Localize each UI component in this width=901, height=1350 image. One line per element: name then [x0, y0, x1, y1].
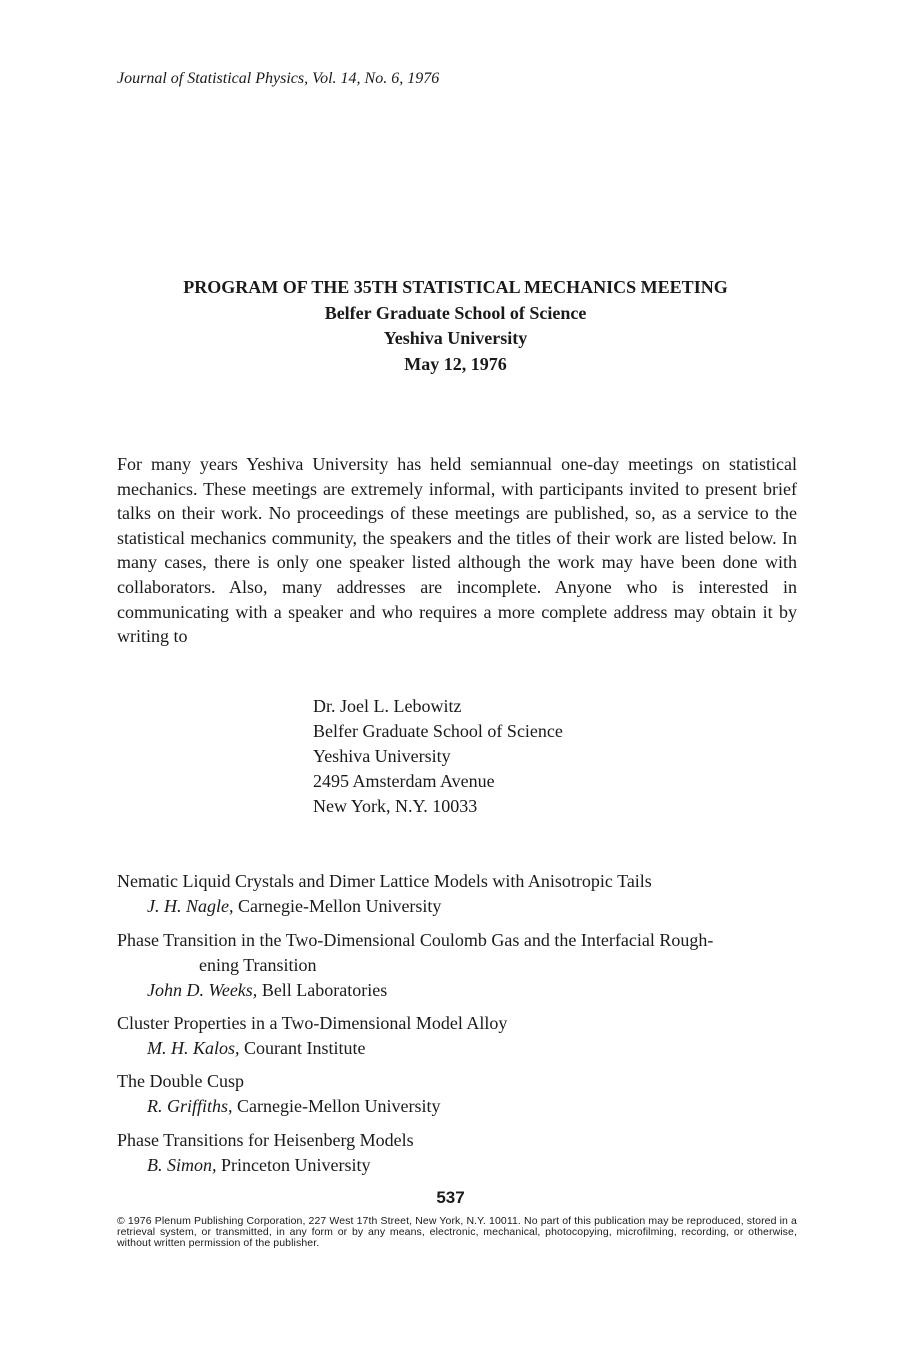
talk-item	[117, 869, 652, 919]
talk-item	[117, 1011, 507, 1061]
page-number: 537	[436, 1188, 465, 1207]
speaker-name: John D. Weeks,	[147, 980, 258, 1000]
address-university: Yeshiva University	[313, 746, 451, 766]
talk-title: Phase Transition in the Two-Dimensional Coulomb Gas and the Interfacial Rough-	[117, 930, 714, 950]
talk-item	[117, 1128, 414, 1178]
speaker-affiliation: Courant Institute	[244, 1038, 366, 1058]
meeting-title: PROGRAM OF THE 35TH STATISTICAL MECHANICS MEETING	[183, 277, 728, 297]
talk-title: Phase Transitions for Heisenberg Models	[117, 1130, 414, 1150]
speaker-affiliation: Bell Laboratories	[261, 980, 388, 1000]
speaker-affiliation: Carnegie-Mellon University	[237, 896, 442, 916]
address-name: Dr. Joel L. Lebowitz	[313, 696, 462, 716]
speaker-name: B. Simon,	[147, 1155, 217, 1175]
talk-item	[117, 1069, 440, 1119]
speaker-affiliation: Carnegie-Mellon University	[237, 1096, 441, 1116]
talk-speaker-line	[117, 978, 713, 1003]
talk-item	[117, 928, 713, 1003]
talk-title: Nematic Liquid Crystals and Dimer Lattice Models with Anisotropic Tails	[117, 871, 652, 891]
address-street: 2495 Amsterdam Avenue	[313, 771, 495, 791]
talk-speaker-line	[117, 1153, 414, 1178]
meeting-date: May 12, 1976	[404, 353, 507, 374]
speaker-name: R. Griffiths,	[147, 1096, 233, 1116]
talk-title: The Double Cusp	[117, 1071, 244, 1091]
contact-address	[313, 694, 563, 819]
speaker-name: M. H. Kalos,	[147, 1038, 240, 1058]
talk-speaker-line	[117, 894, 652, 919]
meeting-title-block	[0, 275, 901, 377]
talk-title: Cluster Properties in a Two-Dimensional Model Alloy	[117, 1013, 508, 1033]
address-city: New York, N.Y. 10033	[313, 796, 478, 816]
speaker-affiliation: Princeton University	[221, 1155, 371, 1175]
talk-title-continued: ening Transition	[199, 955, 317, 975]
copyright-notice: © 1976 Plenum Publishing Corporation, 227 West 17th Street, New York, N.Y. 10011. No part of this publication may be reproduced, stored in a retrieval system, or transmitted, in any form or by any means, electronic, mechanical, photocopying, microfilming, recording, or otherwise, without written permission of the publisher.	[117, 1215, 797, 1249]
school-name: Belfer Graduate School of Science	[324, 302, 587, 323]
journal-citation: Journal of Statistical Physics, Vol. 14, No. 6, 1976	[117, 70, 440, 87]
speaker-name: J. H. Nagle,	[147, 896, 234, 916]
talk-speaker-line	[117, 1094, 440, 1119]
university-name: Yeshiva University	[383, 328, 528, 348]
intro-paragraph: For many years Yeshiva University has held semiannual one-day meetings on statistical mechanics. These meetings are extremely informal, with participants invited to present brief talks on their work. No proceedings of these meetings are published, so, as a service to the statistical mechanics community, the speakers and the titles of their work are listed below. In many cases, there is only one speaker listed although the work may have been done with collaborators. Also, many addresses are incomplete. Anyone who is interested in communicating with a speaker and who requires a more complete address may obtain it by writing to	[117, 454, 797, 647]
talk-speaker-line	[117, 1036, 507, 1061]
address-school: Belfer Graduate School of Science	[313, 721, 563, 741]
